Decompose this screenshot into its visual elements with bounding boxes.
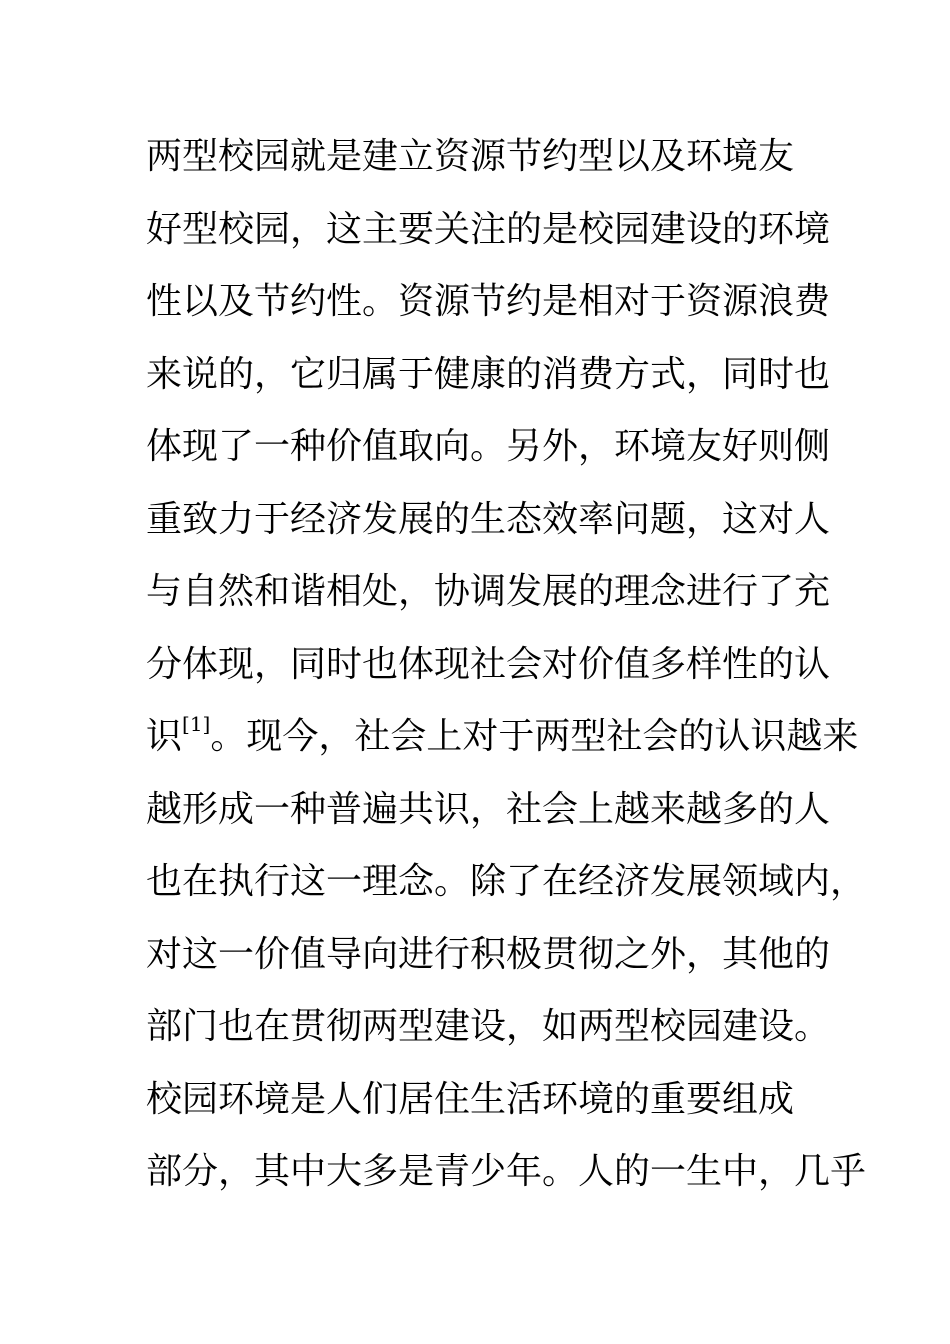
text-line-8: 分体现，同时也体现社会对价值多样性的认 [146,643,831,685]
text-line-1: 两型校园就是建立资源节约型以及环境友 [146,136,795,177]
text-line-15: 部分，其中大多是青少年。人的一生中，几乎 [146,1151,867,1192]
text-line-2: 好型校园，这主要关注的是校园建设的环境 [146,208,831,250]
text-line-11: 也在执行这一理念。除了在经济发展领域内， [146,861,867,902]
text-line-14: 校园环境是人们居住生活环境的重要组成 [146,1078,795,1120]
text-line-6: 重致力于经济发展的生态效率问题，这对人 [146,498,831,540]
text-line-4: 来说的，它归属于健康的消费方式，同时也 [146,353,831,395]
text-line-9-end: 。现今，社会上对于两型社会的认识越来 [210,716,859,757]
text-line-12: 对这一价值导向进行积极贯彻之外，其他的 [146,933,831,975]
citation-reference: [1] [182,712,211,736]
text-line-3: 性以及节约性。资源节约是相对于资源浪费 [146,281,831,322]
text-line-9 [146,701,859,774]
text-line-9-start: 识 [146,716,183,757]
body-paragraph [146,121,867,1209]
text-line-5: 体现了一种价值取向。另外，环境友好则侧 [146,426,831,467]
text-line-13: 部门也在贯彻两型建设，如两型校园建设。 [146,1006,831,1047]
text-line-7: 与自然和谐相处，协调发展的理念进行了充 [146,571,831,612]
text-line-10: 越形成一种普遍共识，社会上越来越多的人 [146,788,831,830]
